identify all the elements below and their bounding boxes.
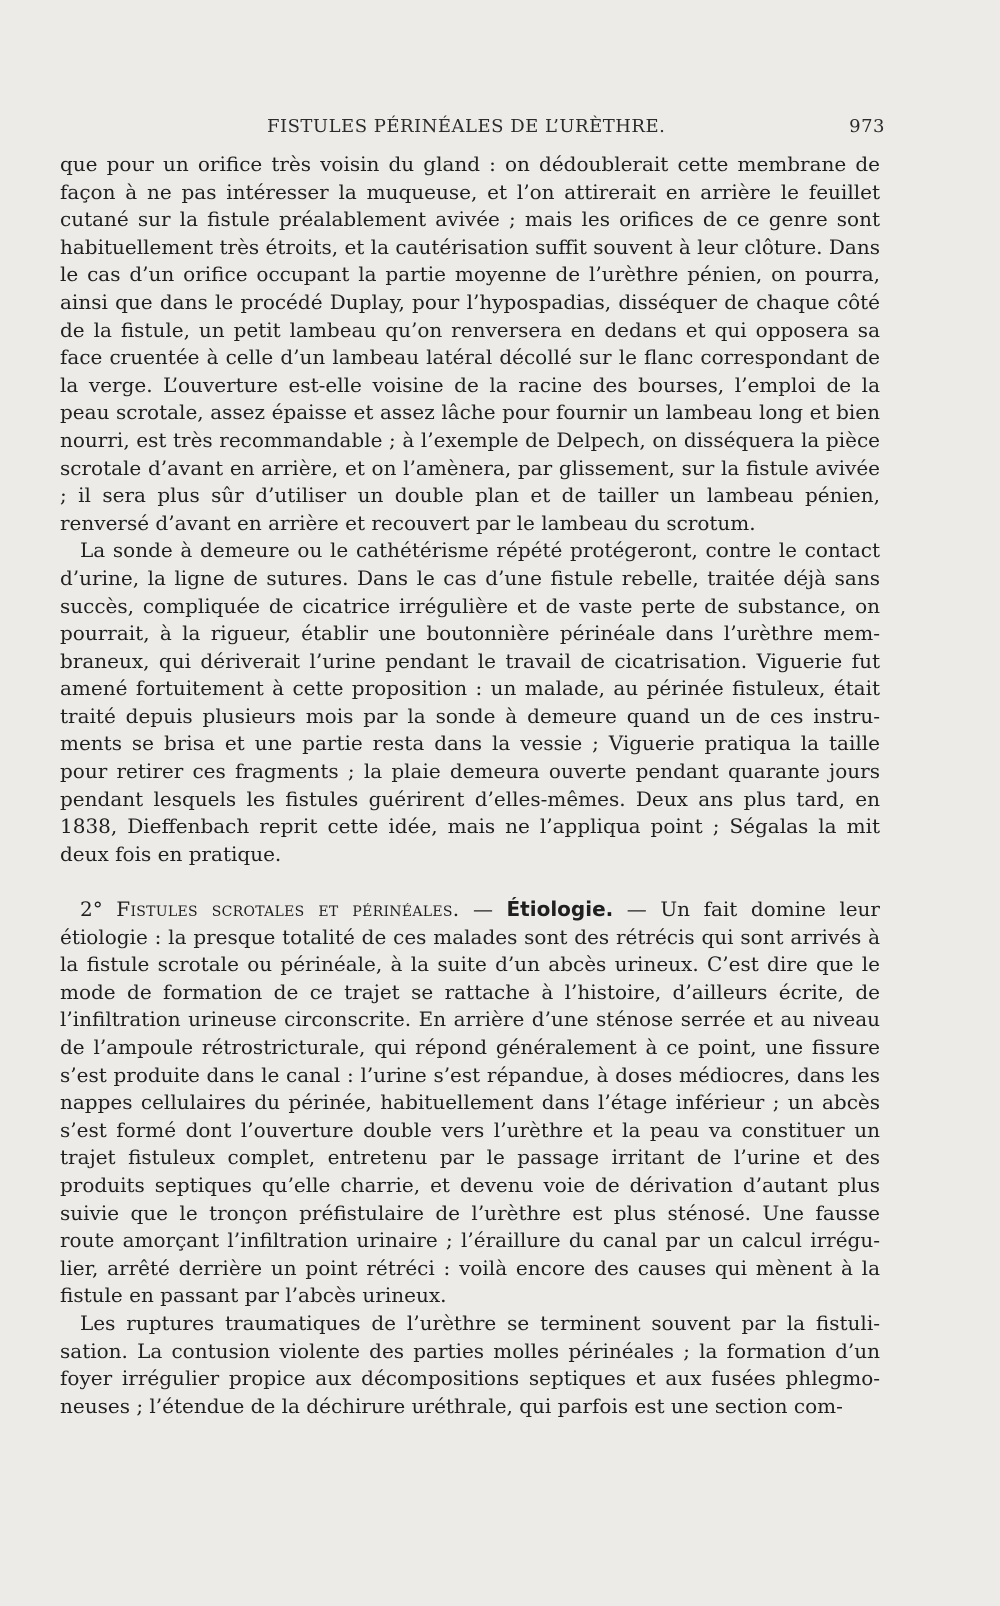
section-paragraph <box>60 896 880 1310</box>
em-dash: — <box>459 897 507 922</box>
section-heading: Fistules scrotales et périnéales. <box>116 897 460 922</box>
subheading: Étiologie. <box>506 897 614 922</box>
running-title: FISTULES PÉRINÉALES DE L’URÈTHRE. <box>267 116 666 137</box>
paragraph: Les ruptures traumatiques de l’urèthre se terminent souvent par la fistulisation. La contusion violente des parties molles périnéales ; la formation d’un foyer irrégulier propice aux décompositions septiques et aux fusées phlegmoneuses ; l’étendue de la déchirure uréthrale, qui parfois est une section com- <box>60 1310 880 1418</box>
paragraph: La sonde à demeure ou le cathétérisme répété protégeront, contre le contact d’urine, la ligne de sutures. Dans le cas d’une fistule rebelle, traitée déjà sans succès, compliquée de cicatrice irrégulière et de vaste perte de substance, on pourrait, à la rigueur, établir une boutonnière périnéale dans l’urèthre membraneux, qui dériverait l’urine pendant le travail de cicatrisation. Viguerie fut amené fortuitement à cette proposition : un malade, au périnée fistuleux, était traité depuis plusieurs mois par la sonde à demeure quand un de ces instruments se brisa et une partie resta dans la vessie ; Viguerie pratiqua la taille pour retirer ces fragments ; la plaie demeura ouverte pendant quarante jours pendant lesquels les fistules guérirent d’elles-mêmes. Deux ans plus tard, en 1838, Dieffenbach reprit cette idée, mais ne l’appliqua point ; Ségalas la mit deux fois en pratique. <box>60 538 880 866</box>
body-text <box>60 151 880 1420</box>
em-dash: — <box>613 897 661 922</box>
page-number: 973 <box>849 116 885 137</box>
paragraph-text: Un fait domine leur étiologie : la presque totalité de ces malades sont des rétrécis qui sont arrivés à la fistule scrotale ou périnéale, à la suite d’un abcès urineux. C’est dire que le mode de formation de ce trajet se rattache à l’histoire, d’ailleurs écrite, de l’infiltration urineuse circonscrite. En arrière d’une sténose serrée et au niveau de l’ampoule rétrostricturale, qui répond généralement à ce point, une fissure s’est produite dans le canal : l’urine s’est répandue, à doses médiocres, dans les nappes cellulaires du périnée, habituellement dans l’étage inférieur ; un abcès s’est formé dont l’ouverture double vers l’urèthre et la peau va constituer un trajet fistuleux complet, entretenu par le passage irritant de l’urine et des produits septiques qu’elle charrie, et devenu voie de dérivation d’autant plus suivie que le tronçon préfistulaire de l’urèthre est plus sténosé. Une fausse route amorçant l’infiltration urinaire ; l’éraillure du canal par un calcul irrégulier, arrêté derrière un point rétréci : voilà encore des causes qui mènent à la fistule en passant par l’abcès urineux. <box>60 897 880 1308</box>
running-head <box>60 116 885 142</box>
paragraph: que pour un orifice très voisin du gland : on dédoublerait cette membrane de façon à ne pas intéresser la muqueuse, et l’on attirerait en arrière le feuillet cutané sur la fistule préalablement avivée ; mais les orifices de ce genre sont habituellement très étroits, et la cautérisation suffit souvent à leur clôture. Dans le cas d’un orifice occupant la partie moyenne de l’urèthre pénien, on pourra, ainsi que dans le procédé Duplay, pour l’hypospadias, disséquer de chaque côté de la fistule, un petit lambeau qu’on renversera en dedans et qui opposera sa face cruentée à celle d’un lambeau latéral décollé sur le flanc correspondant de la verge. L’ouverture est-elle voisine de la racine des bourses, l’emploi de la peau scrotale, assez épaisse et assez lâche pour fournir un lambeau long et bien nourri, est très recommandable ; à l’exemple de Delpech, on disséquera la pièce scrotale d’avant en arrière, et on l’amènera, par glissement, sur la fistule avivée ; il sera plus sûr d’utiliser un double plan et de tailler un lambeau pénien, renversé d’avant en arrière et recouvert par le lambeau du scrotum. <box>60 152 880 535</box>
section-number: 2° <box>80 897 103 922</box>
